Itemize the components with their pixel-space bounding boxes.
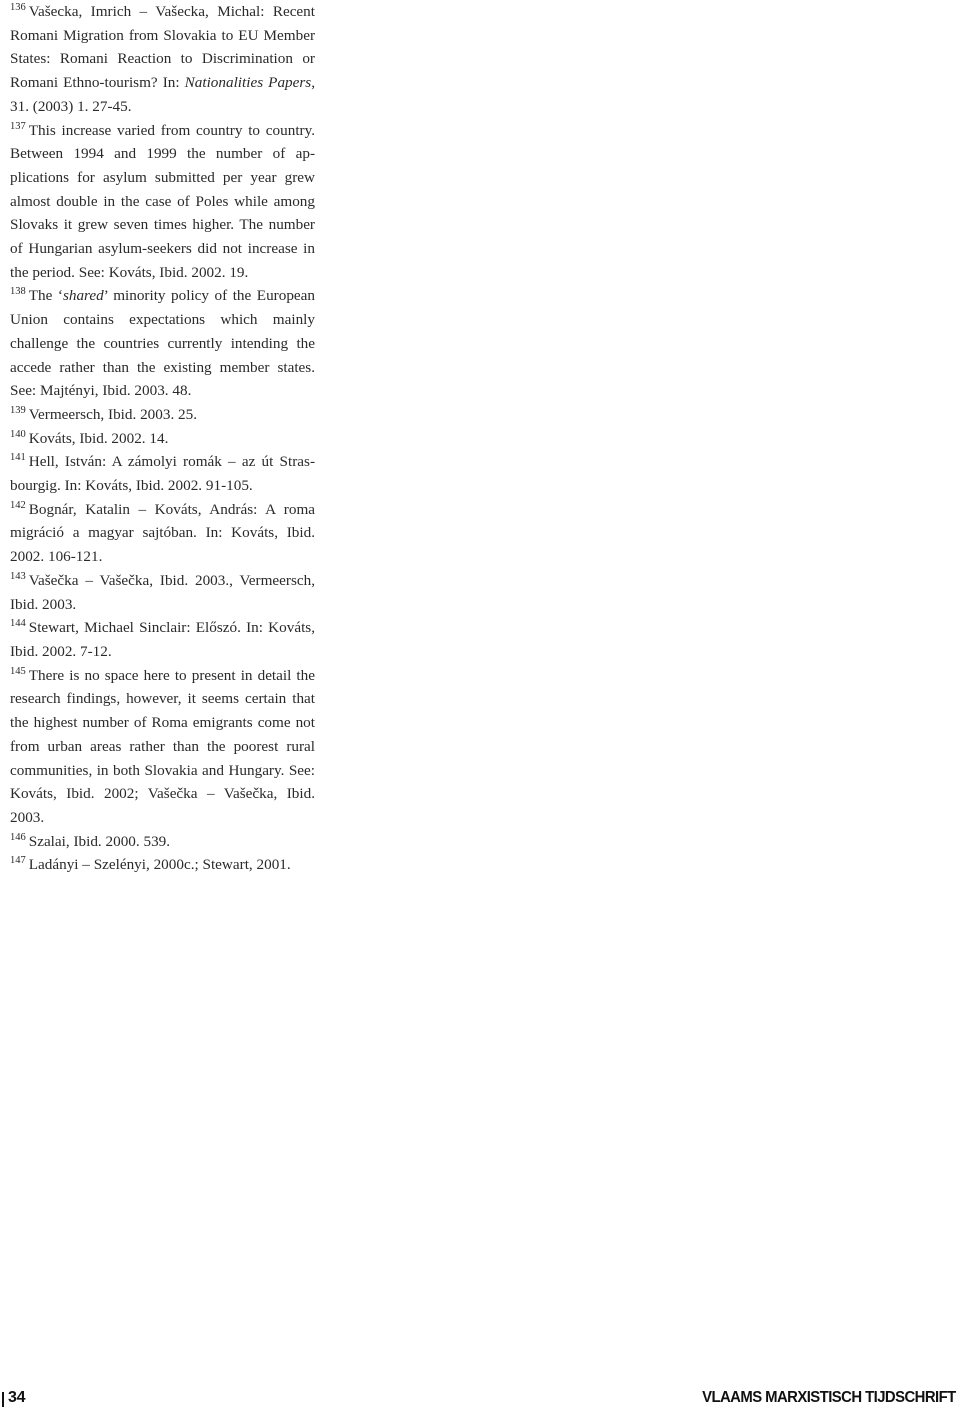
footnote-text: Ladányi – Szelényi, 2000c.; Stewart, 2001. bbox=[28, 856, 291, 874]
footnote-number: 140 bbox=[10, 428, 26, 440]
footnote-italic-text: shared bbox=[62, 287, 104, 305]
page-footer bbox=[0, 1388, 960, 1414]
footnote-number: 141 bbox=[10, 452, 26, 464]
footnote-145 bbox=[10, 664, 315, 830]
footnote-text: There is no space here to present in detail the research findings, however, it seems certain that the highest number of Roma emigrants come not from urban areas rather than the poorest rural communities, in both Slovakia and Hungary. See: Kováts, Ibid. 2002; Vašečka – Vašečka, Ibid. 2003. bbox=[10, 666, 315, 826]
page-number: 34 bbox=[8, 1389, 26, 1406]
footnote-137 bbox=[10, 119, 315, 285]
footnote-number: 143 bbox=[10, 570, 26, 582]
footnote-number: 145 bbox=[10, 665, 26, 677]
footnote-144 bbox=[10, 616, 315, 663]
footnote-number: 137 bbox=[10, 120, 26, 132]
footer-rule bbox=[2, 1392, 4, 1407]
footnote-text: Vašecka, Imrich – Vašecka, Michal: Recent Romani Migration from Slovakia to EU Member States: Romani Reaction to Discrimination or Romani Ethno-tourism? In: bbox=[10, 3, 315, 92]
footnote-text: Vašečka – Vašečka, Ibid. 2003., Vermeersch, Ibid. 2003. bbox=[10, 571, 315, 613]
footnote-text: Bognár, Katalin – Kováts, András: A roma migráció a magyar sajtóban. In: Kováts, Ibid. 2002. 106-121. bbox=[10, 500, 315, 566]
footnote-number: 139 bbox=[10, 404, 26, 416]
footnote-number: 144 bbox=[10, 618, 26, 630]
footnote-text: Szalai, Ibid. 2000. 539. bbox=[28, 832, 171, 850]
footnote-text: ’ minority policy of the European Union contains expectations which mainly challenge the countries currently intending the accede rather than the existing member states. See: Majtényi, Ibid. 2003. 48. bbox=[10, 287, 315, 400]
journal-title: VLAAMS MARXISTISCH TIJDSCHRIFT bbox=[702, 1389, 956, 1406]
footnote-141 bbox=[10, 450, 315, 497]
footnote-text: The ‘ bbox=[28, 287, 63, 305]
footnote-number: 147 bbox=[10, 855, 26, 867]
footnote-text: Hell, István: A zámolyi romák – az út Strasbourgig. In: Kováts, Ibid. 2002. 91-105. bbox=[10, 453, 315, 495]
footnote-139 bbox=[10, 403, 315, 427]
footnote-number: 138 bbox=[10, 286, 26, 298]
footnotes-column bbox=[10, 0, 315, 877]
footnote-147 bbox=[10, 853, 315, 877]
footnote-140 bbox=[10, 427, 315, 451]
footnote-number: 136 bbox=[10, 2, 26, 13]
footnote-italic-text: Nationalities Papers bbox=[184, 74, 312, 92]
footnote-138 bbox=[10, 284, 315, 403]
footnote-number: 142 bbox=[10, 499, 26, 511]
footnote-number: 146 bbox=[10, 831, 26, 843]
footnote-136 bbox=[10, 0, 315, 119]
footnote-text: Kováts, Ibid. 2002. 14. bbox=[28, 429, 169, 447]
footnote-text: Vermeersch, Ibid. 2003. 25. bbox=[28, 405, 198, 423]
footnote-text: Stewart, Michael Sinclair: Előszó. In: Kováts, Ibid. 2002. 7-12. bbox=[10, 619, 315, 660]
footnote-text: This increase varied from country to country. Between 1994 and 1999 the number of applications for asylum submitted per year grew almost double in the case of Poles while among Slovaks it grew seven times higher. The number of Hungarian asylum-seekers did not increase in the period. See: Kováts, Ibid. 2002. 19. bbox=[10, 121, 315, 281]
footnote-146 bbox=[10, 830, 315, 854]
footnote-143 bbox=[10, 569, 315, 616]
footnote-text: , 31. (2003) 1. 27-45. bbox=[10, 74, 315, 115]
footnote-142 bbox=[10, 498, 315, 569]
